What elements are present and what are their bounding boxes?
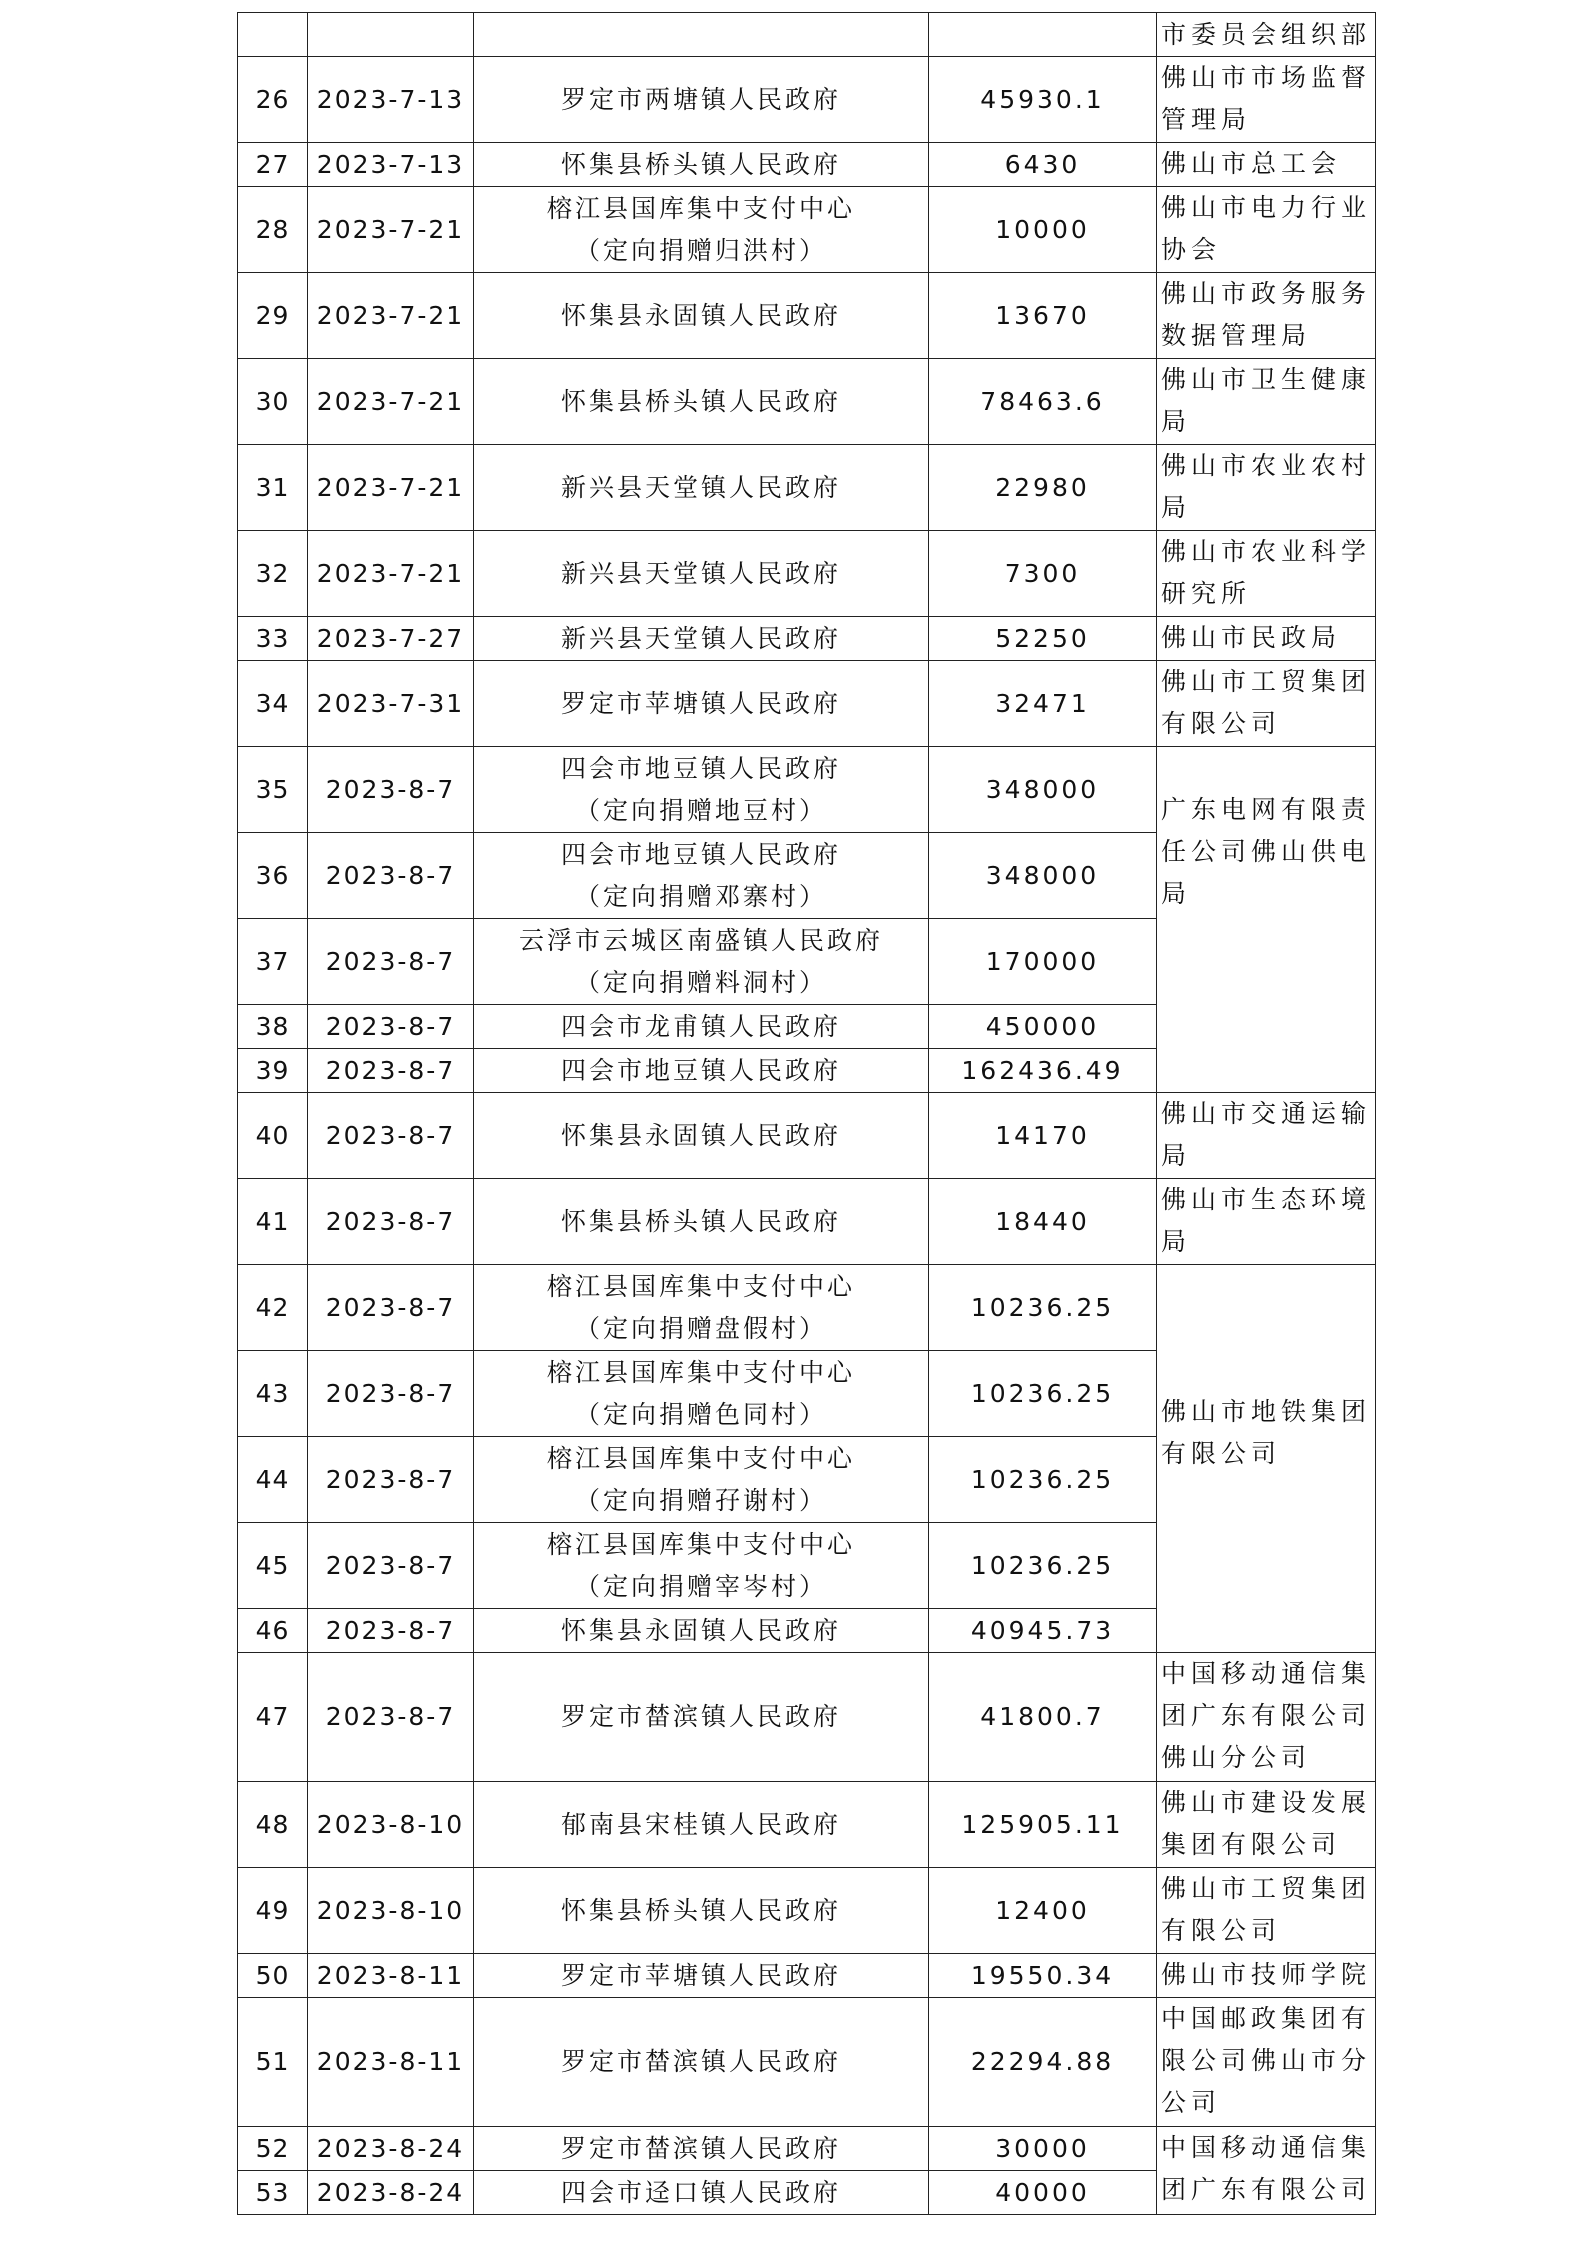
cell-recipient: [474, 187, 929, 273]
recipient-line: 怀集县桥头镇人民政府: [560, 386, 841, 416]
recipient-line: 新兴县天堂镇人民政府: [560, 472, 841, 502]
cell-amount: 45930.1: [929, 57, 1157, 143]
cell-number: 44: [238, 1437, 308, 1523]
cell-date: 2023-8-7: [308, 1351, 474, 1437]
cell-amount: 14170: [929, 1093, 1157, 1179]
cell-number: 38: [238, 1005, 308, 1049]
donor-line: 佛山市卫生健康: [1161, 365, 1372, 394]
recipient-line: （定向捐赠盘假村）: [574, 1313, 827, 1343]
cell-date: 2023-8-11: [308, 1998, 474, 2127]
cell-recipient: [474, 1653, 929, 1782]
cell-number: 46: [238, 1609, 308, 1653]
cell-donor: [1157, 143, 1376, 187]
recipient-line: 四会市地豆镇人民政府: [560, 753, 841, 783]
cell-number: 41: [238, 1179, 308, 1265]
recipient-line: 榕江县国库集中支付中心: [546, 1357, 855, 1387]
table-row-continued: [238, 13, 1376, 57]
donor-line: 局: [1161, 1227, 1192, 1256]
recipient-line: 四会市地豆镇人民政府: [560, 1055, 841, 1085]
donor-line: 数据管理局: [1161, 321, 1312, 350]
cell-amount: 18440: [929, 1179, 1157, 1265]
cell-recipient: [474, 1609, 929, 1653]
cell-recipient: [474, 1868, 929, 1954]
cell-date: 2023-7-21: [308, 187, 474, 273]
cell-donor: [1157, 1868, 1376, 1954]
donor-line: 局: [1161, 493, 1192, 522]
cell-amount: 10000: [929, 187, 1157, 273]
recipient-line: （定向捐赠归洪村）: [574, 235, 827, 265]
cell-date: 2023-8-7: [308, 1265, 474, 1351]
cell-amount: 10236.25: [929, 1351, 1157, 1437]
recipient-line: 罗定市苹塘镇人民政府: [560, 1960, 841, 1990]
cell-date: 2023-8-7: [308, 1049, 474, 1093]
donor-line: 公司: [1161, 2088, 1222, 2117]
donor-line: 广东电网有限责: [1161, 795, 1372, 824]
donor-line: 佛山市民政局: [1161, 623, 1342, 652]
cell-donor: [1157, 359, 1376, 445]
cell-recipient: [474, 1093, 929, 1179]
donor-line: [1161, 1265, 1371, 1307]
cell-date: 2023-8-11: [308, 1954, 474, 1998]
cell-date: 2023-7-27: [308, 617, 474, 661]
recipient-line: 罗定市两塘镇人民政府: [560, 84, 841, 114]
cell-number: 36: [238, 833, 308, 919]
donor-line: 佛山市工贸集团: [1161, 667, 1372, 696]
donor-line: 中国移动通信集: [1161, 2133, 1372, 2162]
cell-amount: 450000: [929, 1005, 1157, 1049]
cell-number: 45: [238, 1523, 308, 1609]
recipient-line: 罗定市苹塘镇人民政府: [560, 688, 841, 718]
recipient-line: 怀集县永固镇人民政府: [560, 300, 841, 330]
donor-line: 佛山市总工会: [1161, 149, 1342, 178]
cell-number: 47: [238, 1653, 308, 1782]
recipient-line: 罗定市榃滨镇人民政府: [560, 1702, 841, 1731]
cell-number: 33: [238, 617, 308, 661]
recipient-line: （定向捐赠料洞村）: [574, 967, 827, 997]
cell-donor: [1157, 1954, 1376, 1998]
cell-amount: 13670: [929, 273, 1157, 359]
cell-number: 52: [238, 2127, 308, 2171]
cell-recipient: [474, 1782, 929, 1868]
table-row: [238, 1782, 1376, 1868]
donor-line: 研究所: [1161, 579, 1252, 608]
cell-date: 2023-8-24: [308, 2127, 474, 2171]
recipient-line: 新兴县天堂镇人民政府: [560, 623, 841, 653]
cell-amount: 40945.73: [929, 1609, 1157, 1653]
cell-date: 2023-8-7: [308, 1179, 474, 1265]
table-row: [238, 273, 1376, 359]
donor-line: 协会: [1161, 235, 1222, 264]
cell-date: 2023-7-21: [308, 359, 474, 445]
cell-date: 2023-8-7: [308, 1609, 474, 1653]
donor-line: [1161, 747, 1371, 789]
cell-date: 2023-7-21: [308, 445, 474, 531]
cell-recipient: [474, 919, 929, 1005]
recipient-line: 怀集县桥头镇人民政府: [560, 1206, 841, 1236]
donor-line: 佛山市农业科学: [1161, 537, 1372, 566]
table-row: [238, 747, 1376, 833]
cell-recipient: [474, 1351, 929, 1437]
cell-amount: 6430: [929, 143, 1157, 187]
cell-donor: [1157, 747, 1376, 1093]
recipient-line: 怀集县永固镇人民政府: [560, 1615, 841, 1645]
cell-date: 2023-8-7: [308, 1005, 474, 1049]
cell-amount: 19550.34: [929, 1954, 1157, 1998]
cell-recipient: [474, 57, 929, 143]
cell-number: 53: [238, 2171, 308, 2215]
cell-recipient: [474, 1954, 929, 1998]
cell-recipient: [474, 143, 929, 187]
table-row: [238, 1265, 1376, 1351]
cell-number: 34: [238, 661, 308, 747]
recipient-line: （定向捐赠地豆村）: [574, 795, 827, 825]
donor-line: 中国移动通信集: [1161, 1659, 1372, 1688]
cell-amount: 41800.7: [929, 1653, 1157, 1782]
table-row: [238, 1954, 1376, 1998]
table-body: [238, 13, 1376, 2215]
cell-donor: [1157, 1998, 1376, 2127]
cell-recipient: [474, 531, 929, 617]
cell-amount: 10236.25: [929, 1437, 1157, 1523]
cell-donor: [1157, 1653, 1376, 1782]
cell-date: 2023-7-13: [308, 57, 474, 143]
donor-line: 佛山市农业农村: [1161, 451, 1372, 480]
table-row: [238, 2127, 1376, 2171]
table-row: [238, 531, 1376, 617]
cell-amount: 78463.6: [929, 359, 1157, 445]
cell-recipient: [474, 1265, 929, 1351]
table-row: [238, 1998, 1376, 2127]
recipient-line: 怀集县永固镇人民政府: [560, 1120, 841, 1150]
cell-recipient: [474, 617, 929, 661]
cell-date: 2023-7-21: [308, 531, 474, 617]
cell-donor: [1157, 1265, 1376, 1653]
recipient-line: 榕江县国库集中支付中心: [546, 193, 855, 223]
donor-line: 佛山市生态环境: [1161, 1185, 1372, 1214]
table-row: [238, 1868, 1376, 1954]
cell-recipient: [474, 13, 929, 57]
table-row: [238, 1653, 1376, 1782]
donor-line: 集团有限公司: [1161, 1830, 1342, 1859]
cell-recipient: [474, 1998, 929, 2127]
donor-line: 佛山市工贸集团: [1161, 1874, 1372, 1903]
cell-number: 50: [238, 1954, 308, 1998]
cell-donor: [1157, 57, 1376, 143]
cell-donor: [1157, 13, 1376, 57]
cell-amount: 22294.88: [929, 1998, 1157, 2127]
donor-line: 有限公司: [1161, 1439, 1282, 1468]
cell-amount: 30000: [929, 2127, 1157, 2171]
recipient-line: 榕江县国库集中支付中心: [546, 1271, 855, 1301]
cell-date: 2023-8-10: [308, 1782, 474, 1868]
cell-recipient: [474, 2127, 929, 2171]
table-row: [238, 445, 1376, 531]
donor-line: 佛山市市场监督: [1161, 63, 1372, 92]
cell-date: 2023-8-7: [308, 1437, 474, 1523]
cell-date: 2023-8-10: [308, 1868, 474, 1954]
cell-amount: 52250: [929, 617, 1157, 661]
cell-recipient: [474, 747, 929, 833]
recipient-line: 新兴县天堂镇人民政府: [560, 558, 841, 588]
cell-amount: 348000: [929, 747, 1157, 833]
donor-line: 管理局: [1161, 105, 1252, 134]
cell-amount: 10236.25: [929, 1523, 1157, 1609]
donor-line: 佛山市政务服务: [1161, 279, 1372, 308]
cell-amount: 162436.49: [929, 1049, 1157, 1093]
recipient-line: （定向捐赠邓寨村）: [574, 881, 827, 911]
recipient-line: 榕江县国库集中支付中心: [546, 1529, 855, 1559]
cell-recipient: [474, 661, 929, 747]
cell-number: 28: [238, 187, 308, 273]
cell-amount: 348000: [929, 833, 1157, 919]
donation-table: [237, 12, 1376, 2215]
cell-date: [308, 13, 474, 57]
recipient-line: 郁南县宋桂镇人民政府: [560, 1809, 841, 1839]
donor-line: 佛山分公司: [1161, 1743, 1312, 1772]
donor-line: [1161, 1307, 1371, 1349]
cell-recipient: [474, 1049, 929, 1093]
recipient-line: 四会市迳口镇人民政府: [560, 2177, 841, 2207]
cell-number: 30: [238, 359, 308, 445]
recipient-line: 罗定市榃滨镇人民政府: [560, 2047, 841, 2076]
cell-recipient: [474, 1437, 929, 1523]
cell-date: 2023-7-31: [308, 661, 474, 747]
table-row: [238, 617, 1376, 661]
cell-number: 27: [238, 143, 308, 187]
recipient-line: 怀集县桥头镇人民政府: [560, 149, 841, 179]
cell-donor: [1157, 1093, 1376, 1179]
donor-line: 局: [1161, 879, 1192, 908]
cell-number: 32: [238, 531, 308, 617]
cell-number: 51: [238, 1998, 308, 2127]
table-row: [238, 661, 1376, 747]
cell-amount: 7300: [929, 531, 1157, 617]
recipient-line: 榕江县国库集中支付中心: [546, 1443, 855, 1473]
table-row: [238, 57, 1376, 143]
recipient-line: （定向捐赠色同村）: [574, 1399, 827, 1429]
cell-date: 2023-8-7: [308, 747, 474, 833]
cell-recipient: [474, 445, 929, 531]
cell-number: 42: [238, 1265, 308, 1351]
cell-date: 2023-7-13: [308, 143, 474, 187]
cell-amount: 10236.25: [929, 1265, 1157, 1351]
cell-recipient: [474, 273, 929, 359]
cell-number: [238, 13, 308, 57]
cell-date: 2023-8-7: [308, 833, 474, 919]
cell-number: 26: [238, 57, 308, 143]
donor-line: 佛山市电力行业: [1161, 193, 1372, 222]
recipient-line: （定向捐赠孖谢村）: [574, 1485, 827, 1515]
cell-date: 2023-8-7: [308, 1653, 474, 1782]
cell-number: 37: [238, 919, 308, 1005]
cell-amount: 125905.11: [929, 1782, 1157, 1868]
cell-amount: 22980: [929, 445, 1157, 531]
recipient-line: 四会市龙甫镇人民政府: [560, 1011, 841, 1041]
table-row: [238, 1093, 1376, 1179]
donor-line: 团广东有限公司: [1161, 2175, 1372, 2204]
donor-line: [1161, 1349, 1371, 1391]
donation-table-wrapper: [237, 12, 1376, 2215]
cell-recipient: [474, 1523, 929, 1609]
cell-donor: [1157, 617, 1376, 661]
donor-line: 有限公司: [1161, 709, 1282, 738]
table-row: [238, 143, 1376, 187]
table-row: [238, 359, 1376, 445]
cell-donor: [1157, 661, 1376, 747]
cell-date: 2023-8-7: [308, 919, 474, 1005]
donor-line: 佛山市地铁集团: [1161, 1397, 1372, 1426]
donor-line: 局: [1161, 1141, 1192, 1170]
cell-number: 43: [238, 1351, 308, 1437]
cell-number: 49: [238, 1868, 308, 1954]
donor-line: 有限公司: [1161, 1916, 1282, 1945]
donor-line: 任公司佛山供电: [1161, 837, 1372, 866]
cell-date: 2023-7-21: [308, 273, 474, 359]
donor-line: 佛山市建设发展: [1161, 1788, 1372, 1817]
cell-donor: [1157, 531, 1376, 617]
recipient-line: 怀集县桥头镇人民政府: [560, 1895, 841, 1925]
cell-number: 39: [238, 1049, 308, 1093]
cell-donor: [1157, 1179, 1376, 1265]
donor-line: 限公司佛山市分: [1161, 2046, 1372, 2075]
cell-number: 35: [238, 747, 308, 833]
cell-donor: [1157, 273, 1376, 359]
cell-donor: [1157, 445, 1376, 531]
cell-number: 31: [238, 445, 308, 531]
cell-amount: 40000: [929, 2171, 1157, 2215]
donor-line: 佛山市交通运输: [1161, 1099, 1372, 1128]
recipient-line: 罗定市榃滨镇人民政府: [560, 2133, 841, 2163]
cell-recipient: [474, 1179, 929, 1265]
cell-number: 48: [238, 1782, 308, 1868]
donor-line: 中国邮政集团有: [1161, 2004, 1372, 2033]
donor-line: 团广东有限公司: [1161, 1701, 1372, 1730]
cell-amount: 170000: [929, 919, 1157, 1005]
cell-date: 2023-8-7: [308, 1523, 474, 1609]
cell-number: 29: [238, 273, 308, 359]
recipient-line: 四会市地豆镇人民政府: [560, 839, 841, 869]
table-row: [238, 187, 1376, 273]
cell-recipient: [474, 2171, 929, 2215]
cell-amount: [929, 13, 1157, 57]
recipient-line: （定向捐赠宰岑村）: [574, 1571, 827, 1601]
donor-line: 局: [1161, 407, 1192, 436]
cell-recipient: [474, 359, 929, 445]
cell-donor: [1157, 187, 1376, 273]
cell-date: 2023-8-7: [308, 1093, 474, 1179]
cell-amount: 12400: [929, 1868, 1157, 1954]
table-row: [238, 1179, 1376, 1265]
donor-line: 市委员会组织部: [1161, 19, 1372, 49]
cell-amount: 32471: [929, 661, 1157, 747]
cell-date: 2023-8-24: [308, 2171, 474, 2215]
cell-donor: [1157, 2127, 1376, 2215]
cell-donor: [1157, 1782, 1376, 1868]
cell-number: 40: [238, 1093, 308, 1179]
donor-line: 佛山市技师学院: [1161, 1960, 1372, 1989]
recipient-line: 云浮市云城区南盛镇人民政府: [518, 925, 883, 955]
cell-recipient: [474, 1005, 929, 1049]
cell-recipient: [474, 833, 929, 919]
